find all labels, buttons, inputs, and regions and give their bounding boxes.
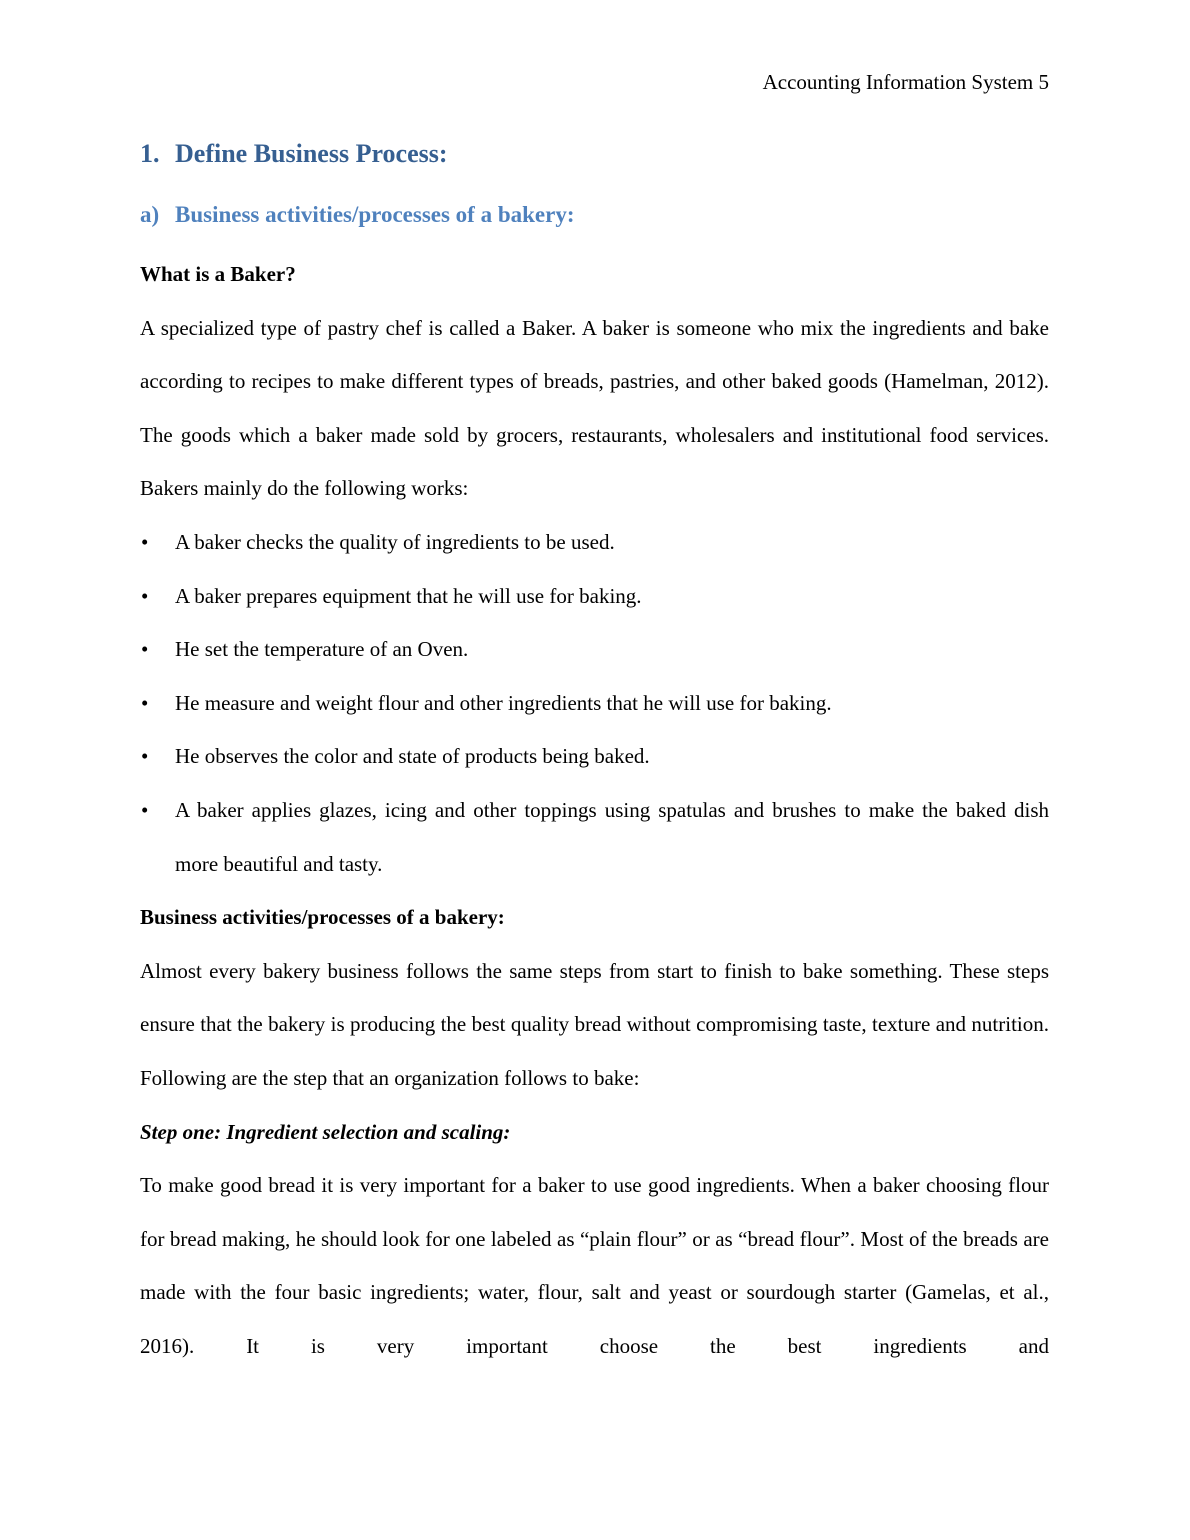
- list-item-text: A baker applies glazes, icing and other toppings using spatulas and brushes to make the baked dish more beautiful and tasty.: [175, 797, 1049, 876]
- bullet-icon: •: [141, 744, 149, 769]
- document-body: [140, 248, 1049, 1373]
- list-item: [140, 623, 1049, 677]
- bullet-icon: •: [141, 797, 149, 822]
- list-item-text: He measure and weight flour and other ingredients that he will use for baking.: [175, 690, 832, 715]
- bullet-list: [140, 516, 1049, 891]
- paragraph-baker: A specialized type of pastry chef is called a Baker. A baker is someone who mix the ingredients and bake according to recipes to make different types of breads, pastries, and other baked goods (Hamelman, 2012). The goods which a baker made sold by grocers, restaurants, wholesalers and institutional food services. Bakers mainly do the following works:: [140, 315, 1049, 501]
- list-item-text: A baker checks the quality of ingredients to be used.: [175, 529, 615, 554]
- bullet-icon: •: [141, 529, 149, 554]
- paragraph-activities: Almost every bakery business follows the same steps from start to finish to bake something. These steps ensure that the bakery is producing the best quality bread without compromising taste, texture and nutrition. Following are the step that an organization follows to bake:: [140, 958, 1049, 1090]
- list-item: [140, 570, 1049, 624]
- list-item-text: A baker prepares equipment that he will use for baking.: [175, 583, 642, 608]
- list-item: [140, 730, 1049, 784]
- list-item-text: He set the temperature of an Oven.: [175, 637, 469, 662]
- heading-1: [140, 139, 448, 169]
- bullet-icon: •: [141, 583, 149, 608]
- heading-2-number: a): [140, 202, 160, 227]
- bullet-icon: •: [141, 690, 149, 715]
- heading-2: [140, 202, 575, 228]
- section-title-what-is-baker: What is a Baker?: [140, 262, 296, 286]
- heading-2-text: Business activities/processes of a bakery:: [175, 202, 575, 227]
- heading-1-text: Define Business Process:: [175, 139, 448, 168]
- list-item-text: He observes the color and state of products being baked.: [175, 744, 650, 769]
- section-title-step-one: Step one: Ingredient selection and scaling:: [140, 1119, 511, 1144]
- list-item: [140, 784, 1049, 891]
- heading-1-number: 1.: [140, 139, 160, 168]
- section-title-activities: Business activities/processes of a bakery:: [140, 905, 505, 930]
- bullet-icon: •: [141, 637, 149, 662]
- page-header: Accounting Information System 5: [762, 70, 1049, 94]
- list-item: [140, 677, 1049, 731]
- paragraph-step-one: To make good bread it is very important for a baker to use good ingredients. When a baker choosing flour for bread making, he should look for one labeled as “plain flour” or as “bread flour”. Most of the breads are made with the four basic ingredients; water, flour, salt and yeast or sourdough starter (Gamelas, et al., 2016). It is very important choose the best ingredients and: [140, 1173, 1049, 1358]
- list-item: [140, 516, 1049, 570]
